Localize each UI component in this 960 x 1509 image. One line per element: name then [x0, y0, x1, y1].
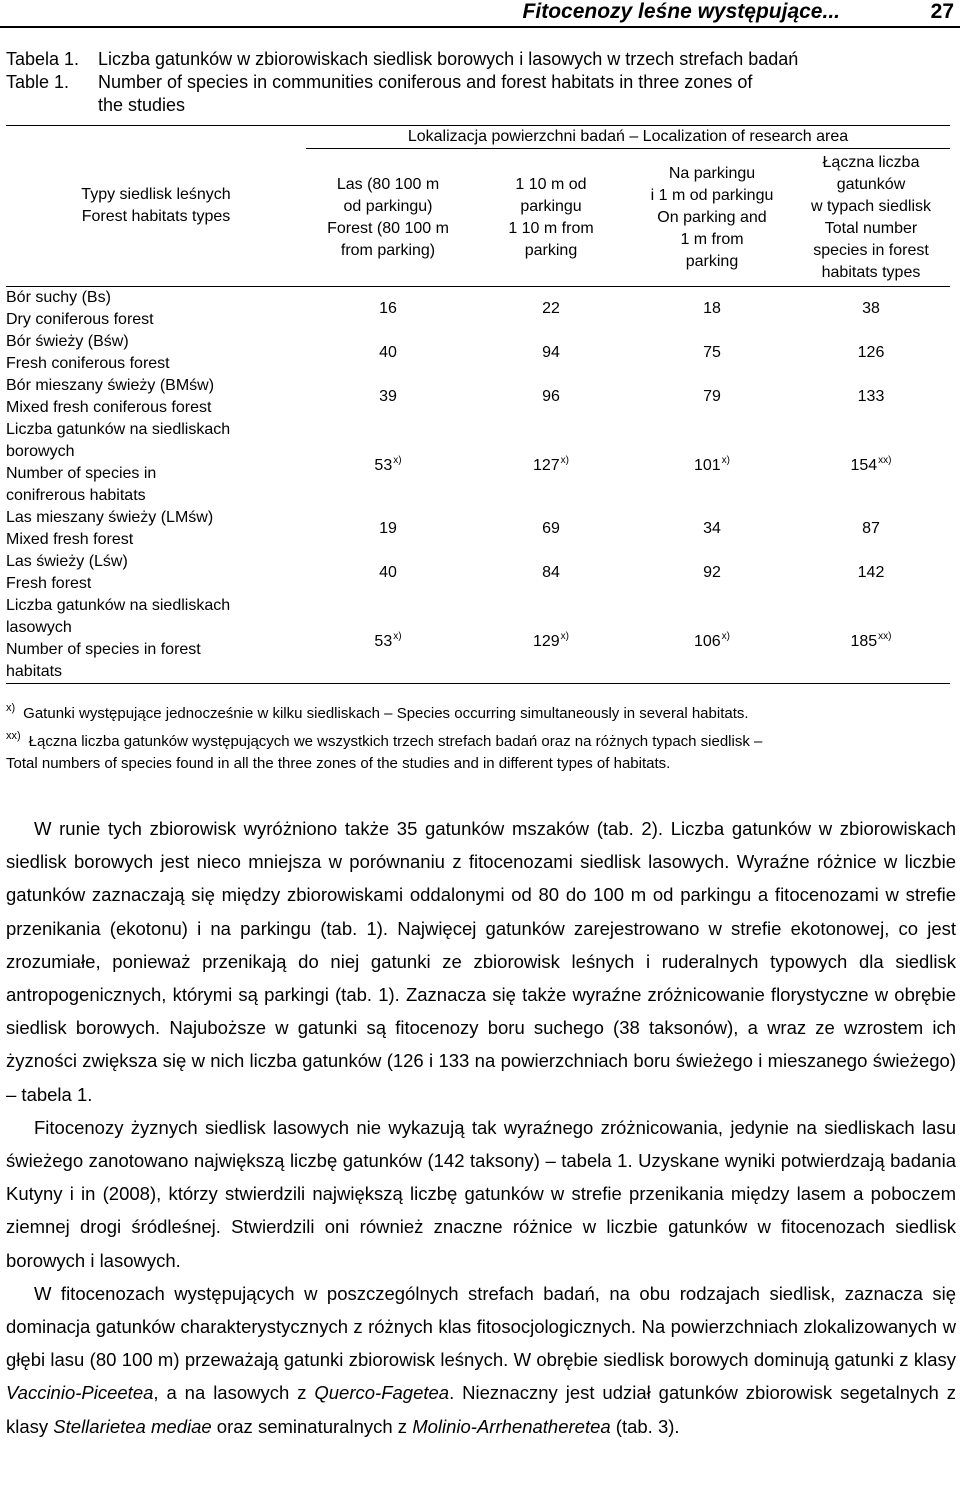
taxon-name: Vaccinio-Piceetea [6, 1382, 154, 1404]
value-cell [306, 331, 470, 375]
value-cell [470, 507, 632, 551]
value-cell [792, 551, 950, 595]
footnote [6, 753, 954, 775]
value-cell [470, 551, 632, 595]
page-header [0, 0, 960, 28]
value: 39 [379, 388, 397, 405]
value-cell [470, 375, 632, 419]
table-caption-english [6, 71, 956, 117]
column-header-line: Na parkingu [668, 164, 756, 182]
column-header-line: parking [524, 241, 578, 259]
taxon-name: Molinio-Arrhenatheretea [412, 1415, 611, 1437]
value: 106 [693, 632, 721, 650]
column-header-forest [306, 149, 470, 287]
footnote-text: Total numbers of species found in all the three zones of the studies and in different types of habitats. [6, 755, 671, 772]
footnote-mark: xx) [878, 630, 892, 642]
row-name-line: Bór suchy (Bs) [6, 289, 111, 306]
value: 101 [693, 456, 721, 474]
page-number: 27 [930, 0, 954, 23]
value-cell [792, 331, 950, 375]
row-name-line: Fresh coniferous forest [6, 355, 170, 372]
value: 92 [703, 564, 721, 581]
taxon-name: Querco-Fagetea [314, 1382, 450, 1404]
value: 40 [379, 564, 397, 581]
table-footnotes [6, 697, 954, 775]
value: 19 [379, 520, 397, 537]
column-header-line: 1 10 m from [508, 219, 594, 237]
value: 84 [542, 564, 560, 581]
table-caption-polish [6, 48, 956, 71]
paragraph-text: oraz seminaturalnych z [211, 1415, 413, 1437]
row-name-line: borowych [6, 443, 75, 460]
value-cell [792, 595, 950, 684]
value: 154 [850, 456, 878, 474]
caption-label-pl: Tabela 1. [6, 49, 80, 69]
footnote-text: Gatunki występujące jednocześnie w kilku siedliskach – Species occurring simultaneously in several habitats. [23, 705, 749, 722]
footnote-mark: x) [393, 454, 402, 466]
value-cell [470, 419, 632, 507]
table-row [6, 287, 950, 332]
value-cell [792, 419, 950, 507]
paragraph-text: , a na lasowych z [153, 1382, 315, 1404]
table-row-subtotal [6, 419, 950, 507]
column-header-line: 1 10 m od [515, 175, 587, 193]
row-header-cell [6, 126, 306, 287]
paragraph: Fitocenozy żyznych siedlisk lasowych nie wykazują tak wyraźnego zróżnicowania, jedynie na siedliskach lasu świeżego zanotowano największą liczbę gatunków (142 taksony) – tabela 1. Uzyskane wyniki potwierdzają badania Kutyny i in (2008), którzy stwierdzili największą liczbę gatunków w strefie przenikania między lasem a poboczem ziemnej drogi śródleśnej. Stwierdzili oni również znaczne różnice w liczbie gatunków w fitocenozach siedlisk borowych i lasowych. [6, 1116, 956, 1271]
row-name [6, 551, 306, 595]
running-title: Fitocenozy leśne występujące... [522, 0, 840, 23]
value: 133 [857, 388, 885, 405]
footnote-mark: x) [721, 630, 731, 642]
value-cell [632, 331, 792, 375]
footnote-mark: xx) [878, 454, 892, 466]
row-name-line: Number of species in [6, 465, 157, 482]
taxon-name: Stellarietea mediae [53, 1415, 212, 1437]
column-header-line: i 1 m od parkingu [650, 186, 774, 204]
value-cell [632, 287, 792, 332]
row-name-line: Las świeży (Lśw) [6, 553, 128, 570]
column-header-line: habitats types [821, 263, 921, 281]
paragraph [6, 1277, 956, 1443]
column-header-line: species in forest [813, 241, 929, 259]
value: 142 [857, 564, 885, 581]
value-cell [632, 375, 792, 419]
row-name [6, 331, 306, 375]
column-header-line: Łączna liczba [822, 153, 920, 171]
column-header-line: Las (80 100 m [336, 175, 440, 193]
column-header-line: from parking) [340, 241, 436, 259]
row-name-line: Fresh forest [6, 575, 92, 592]
value: 53 [374, 632, 393, 650]
value: 22 [542, 300, 560, 317]
column-header-total [792, 149, 950, 287]
value-cell [632, 507, 792, 551]
column-header-line: parkingu [520, 197, 582, 215]
value: 69 [542, 520, 560, 537]
row-name-line: Bór świeży (Bśw) [6, 333, 129, 350]
body-text [6, 812, 956, 1443]
value-cell [792, 287, 950, 332]
row-name [6, 419, 306, 507]
value: 87 [862, 520, 880, 537]
column-header-line: On parking and [657, 208, 767, 226]
column-header-line: Forest (80 100 m [327, 219, 449, 237]
value: 40 [379, 344, 397, 361]
value-cell [792, 507, 950, 551]
caption-text-pl: Liczba gatunków w zbiorowiskach siedlisk borowych i lasowych w trzech strefach badań [98, 49, 799, 69]
row-name-line: Mixed fresh forest [6, 531, 134, 548]
row-name-line: lasowych [6, 619, 72, 636]
value: 75 [703, 344, 721, 361]
value-cell [306, 287, 470, 332]
value-cell [632, 551, 792, 595]
row-name [6, 595, 306, 684]
row-name [6, 507, 306, 551]
value: 127 [532, 456, 560, 474]
row-name-line: Liczba gatunków na siedliskach [6, 597, 231, 614]
table-row-subtotal [6, 595, 950, 684]
value-cell [632, 595, 792, 684]
value: 96 [542, 388, 560, 405]
paragraph-text: (tab. 3). [610, 1415, 680, 1437]
table-row [6, 331, 950, 375]
value: 38 [862, 300, 880, 317]
row-name-line: conifrerous habitats [6, 487, 146, 504]
footnote-mark: x) [560, 630, 570, 642]
column-header-line: 1 m from [680, 230, 744, 248]
value-cell [306, 551, 470, 595]
row-header-line: Forest habitats types [81, 208, 231, 225]
column-header-line: parking [685, 252, 739, 270]
row-name-line: Mixed fresh coniferous forest [6, 399, 212, 416]
paragraph: W runie tych zbiorowisk wyróżniono także 35 gatunków mszaków (tab. 2). Liczba gatunków w zbiorowiskach siedlisk borowych jest nieco mniejsza w porównaniu z fitocenozami siedlisk lasowych. Wyraźne różnice w liczbie gatunków zaznaczają się między zbiorowiskami oddalonymi od 80 do 100 m od parkingu a fitocenozami w strefie przenikania (ekotonu) i na parkingu (tab. 1). Najwięcej gatunków zarejestrowano w strefie ekotonowej, co jest zrozumiałe, ponieważ przenikają do niej gatunki ze zbiorowisk leśnych i ruderalnych typowych dla siedlisk antropogenicznych, którymi są parkingi (tab. 1). Zaznacza się także wyraźne zróżnicowanie florystyczne w obrębie siedlisk borowych. Najuboższe w gatunki są fitocenozy boru suchego (38 taksonów), a wraz ze wzrostem ich żyzności zwiększa się w nich liczba gatunków (126 i 133 na powierzchniach boru świeżego i mieszanego świeżego) – tabela 1. [6, 818, 956, 1105]
value: 79 [703, 388, 721, 405]
footnote-mark: x) [393, 630, 402, 642]
group-header: Lokalizacja powierzchni badań – Localization of research area [306, 126, 950, 149]
footnote-mark: x) [721, 454, 731, 466]
value-cell [306, 375, 470, 419]
column-header-line: Total number [824, 219, 918, 237]
row-name-line: Number of species in forest [6, 641, 201, 658]
species-table [6, 125, 950, 684]
footnote [6, 725, 954, 753]
row-name-line: Liczba gatunków na siedliskach [6, 421, 231, 438]
column-header-line: gatunków [836, 175, 906, 193]
table-row [6, 375, 950, 419]
table-row [6, 507, 950, 551]
column-header-line: od parkingu) [343, 197, 433, 215]
row-name-line: habitats [6, 663, 63, 680]
caption-text-en-line2: the studies [98, 95, 186, 115]
caption-text-en-line1: Number of species in communities coniferous and forest habitats in three zones of [98, 72, 753, 92]
caption-label-en: Table 1. [6, 72, 70, 92]
footnote-mark: x) [560, 454, 570, 466]
footnote-mark: x) [6, 702, 16, 714]
paragraph-text: W fitocenozach występujących w poszczególnych strefach badań, na obu rodzajach siedlisk, zaznacza się dominacja gatunków charakterystycznych z różnych klas fitosocjologicznych. Na powierzchniach zlokalizowanych w głębi lasu (80 100 m) przeważają gatunki zbiorowisk leśnych. W obrębie siedlisk borowych dominują gatunki z klasy [6, 1282, 956, 1371]
value: 34 [703, 520, 721, 537]
paragraph-text: . Nieznaczny jest udział gatunków zbiorowisk segetalnych z klasy [6, 1382, 956, 1437]
value-cell [470, 595, 632, 684]
value: 126 [857, 344, 885, 361]
value: 185 [850, 632, 878, 650]
footnote-mark: xx) [6, 730, 21, 742]
value-cell [470, 331, 632, 375]
value: 129 [532, 632, 560, 650]
value: 53 [374, 456, 393, 474]
value-cell [306, 595, 470, 684]
value: 18 [703, 300, 721, 317]
value-cell [632, 419, 792, 507]
column-header-ecotone [470, 149, 632, 287]
value-cell [306, 419, 470, 507]
row-name-line: Las mieszany świeży (LMśw) [6, 509, 214, 526]
column-header-parking [632, 149, 792, 287]
row-name [6, 375, 306, 419]
value-cell [306, 507, 470, 551]
value: 94 [542, 344, 560, 361]
value-cell [792, 375, 950, 419]
footnote-text: Łączna liczba gatunków występujących we wszystkich trzech strefach badań oraz na różnych typach siedlisk – [28, 733, 763, 750]
row-name-line: Bór mieszany świeży (BMśw) [6, 377, 215, 394]
table-row [6, 551, 950, 595]
footnote [6, 697, 954, 725]
row-name [6, 287, 306, 332]
row-header-line: Typy siedlisk leśnych [81, 186, 231, 203]
column-header-line: w typach siedlisk [810, 197, 932, 215]
row-name-line: Dry coniferous forest [6, 311, 154, 328]
value-cell [470, 287, 632, 332]
value: 16 [379, 300, 397, 317]
